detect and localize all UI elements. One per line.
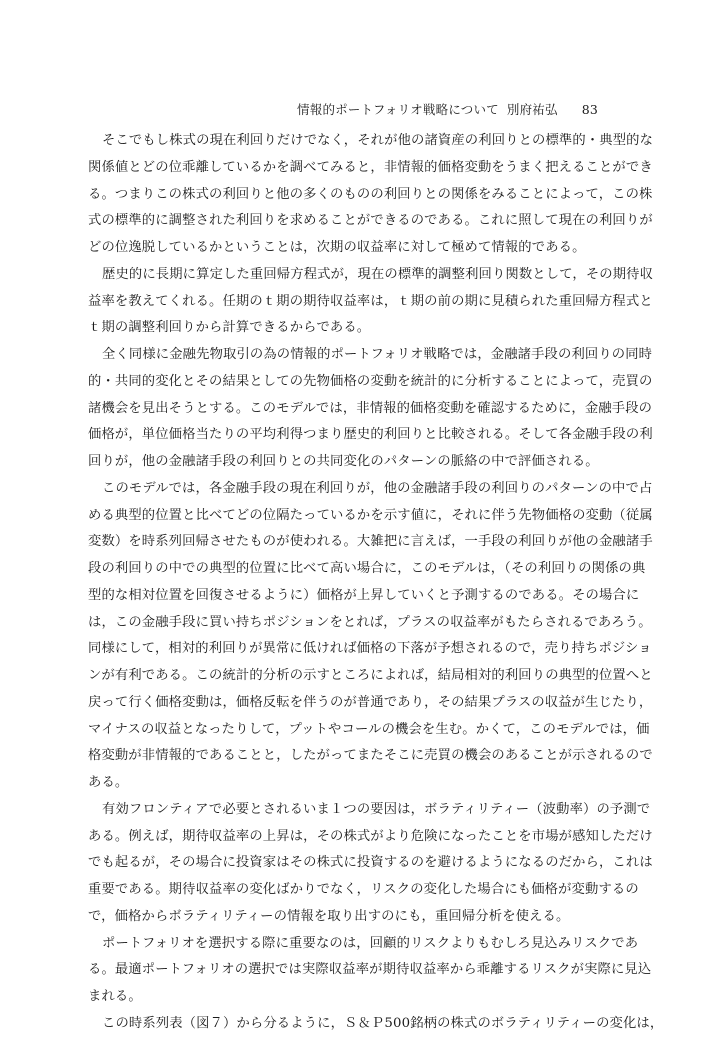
- text-line: 関係値とどの位乖離しているかを調べてみると，非情報的価格変動をうまく把えることができ: [88, 159, 653, 175]
- text-line: 式の標準的に調整された利回りを求めることができるのである。これに照して現在の利回りが: [88, 213, 653, 229]
- text-line: どの位逸脱しているかということは，次期の収益率に対して極めて情報的である。: [88, 240, 586, 255]
- text-line: ある。: [88, 775, 129, 790]
- text-line: そこでもし株式の現在利回りだけでなく，それが他の諸資産の利回りとの標準的・典型的な: [102, 133, 654, 148]
- text-line: 的・共同的変化とその結果としての先物価格の変動を統計的に分析することによって，売買の: [88, 373, 653, 389]
- text-line: は，この金融手段に買い持ちポジションをとれば，プラスの収益率がもたらされるであろう。: [88, 614, 652, 630]
- text-line: 価格が，単位価格当たりの平均利得つまり歴史的利回りと比較される。そして各金融手段の利: [88, 427, 653, 443]
- text-line: でも起るが，その場合に投資家はその株式に投資するのを避けるようになるのだから，これは: [88, 855, 653, 871]
- text-line: る。つまりこの株式の利回りと他の多くのものの利回りとの関係をみることによって，この株: [88, 186, 653, 202]
- text-line: 戻って行く価格変動は，価格反転を伴うのが普通であり，その結果プラスの収益が生じたり，: [88, 694, 653, 710]
- header-title: 情報的ポートフォリオ戦略について: [297, 102, 499, 117]
- text-line: ポートフォリオを選択する際に重要なのは，回顧的リスクよりもむしろ見込みリスクであ: [102, 935, 639, 951]
- text-line: この時系列表（図７）から分るように，Ｓ＆Ｐ500銘柄の株式のボラティリティーの変化は，: [102, 1015, 664, 1031]
- running-header: [88, 100, 598, 118]
- text-line: 同様にして，相対的利回りが異常に低ければ価格の下落が予想されるので，売り持ちポジショ: [88, 641, 652, 657]
- text-line: このモデルでは，各金融手段の現在利回りが，他の金融諸手段の利回りのパターンの中で占: [102, 480, 653, 496]
- text-line: 重要である。期待収益率の変化ばかりでなく，リスクの変化した場合にも価格が変動するの: [88, 882, 639, 897]
- header-author: 別府祐弘: [506, 102, 558, 117]
- text-line: 回りが，他の金融諸手段の利回りとの共同変化のパターンの脈絡の中で評価される。: [88, 454, 599, 469]
- page-number: 83: [581, 102, 598, 117]
- text-line: 段の利回りの中での典型的位置に比べて高い場合に，このモデルは，（その利回りの関係の典: [88, 561, 646, 576]
- text-line: 変数）を時系列回帰させたものが使われる。大雑把に言えば，一手段の利回りが他の金融諸手: [88, 534, 653, 550]
- text-line: める典型的位置と比べてどの位隔たっているかを示す値に，それに伴う先物価格の変動（従属: [88, 507, 653, 523]
- text-line: ある。例えば，期待収益率の上昇は，その株式がより危険になったことを市場が感知しただけ: [88, 828, 653, 844]
- body-text: [88, 128, 664, 1038]
- text-line: 全く同様に金融先物取引の為の情報的ポートフォリオ戦略では，金融諸手段の利回りの同時: [102, 347, 653, 362]
- text-line: ｔ期の調整利回りから計算できるからである。: [88, 320, 371, 336]
- text-line: 益率を教えてくれる。任期のｔ期の期待収益率は，ｔ期の前の期に見積られた重回帰方程式と: [88, 293, 653, 309]
- text-line: 型的な相対位置を回復させるように）価格が上昇していくと予測するのである。その場合に: [88, 587, 640, 603]
- text-line: る。最適ポートフォリオの選択では実際収益率が期待収益率から乖離するリスクが実際に見込: [88, 962, 652, 978]
- text-line: 格変動が非情報的であることと，したがってまたそこに売買の機会のあることが示されるので: [88, 748, 653, 764]
- text-line: 有効フロンティアで必要とされるいま１つの要因は，ボラティリティー（波動率）の予測で: [102, 801, 651, 817]
- text-line: マイナスの収益となったりして，プットやコールの機会を生む。かくて，このモデルでは，価: [88, 721, 650, 737]
- text-line: で，価格からボラティリティーの情報を取り出すのにも，重回帰分析を使える。: [88, 908, 570, 924]
- text-line: 歴史的に長期に算定した重回帰方程式が，現在の標準的調整利回り関数として，その期待収: [102, 266, 654, 282]
- text-line: まれる。: [88, 989, 142, 1004]
- text-line: 諸機会を見出そうとする。このモデルでは，非情報的価格変動を確認するために，金融手段の: [88, 400, 653, 416]
- text-line: ンが有利である。この統計的分析の示すところによれば，結局相対的利回りの典型的位置へと: [88, 668, 653, 683]
